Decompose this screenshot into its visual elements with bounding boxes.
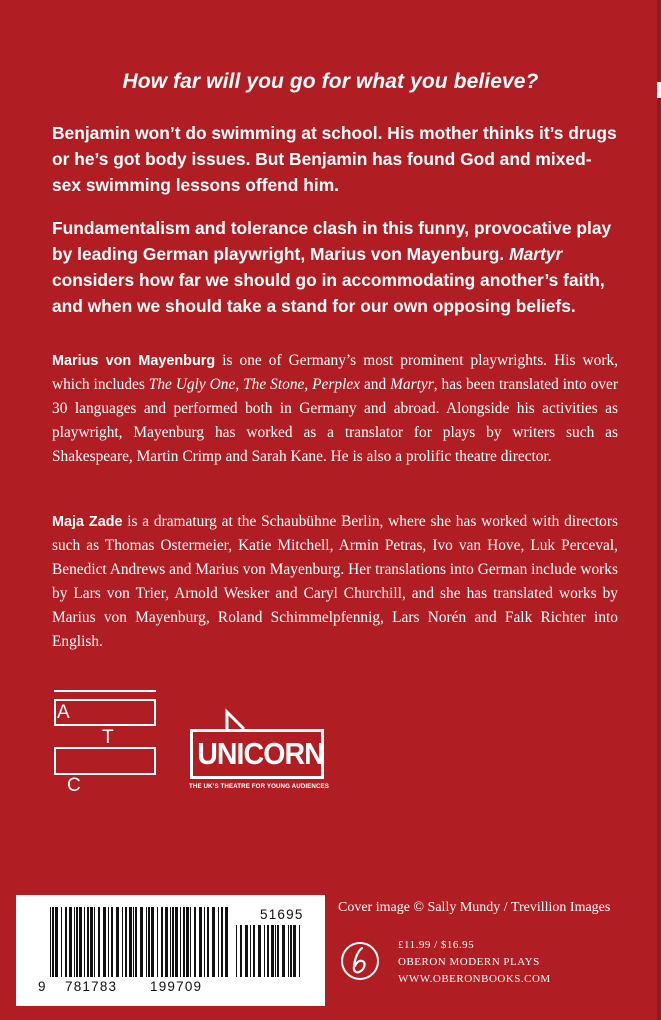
unicorn-subtitle: THE UK’S THEATRE FOR YOUNG AUDIENCES (189, 783, 329, 790)
bio-text: , (235, 376, 244, 393)
publisher-info (398, 937, 551, 988)
cover-edge-strip (657, 0, 661, 1020)
bio-text: , (304, 376, 313, 393)
author-name: Marius von Mayenburg (52, 353, 216, 369)
logo-rule (54, 690, 156, 692)
author-bio (52, 349, 618, 469)
website: WWW.OBERONBOOKS.COM (398, 973, 551, 985)
bio-text: is one of Germany’s most prominent playwrights. His work, which includes (52, 352, 618, 393)
barcode-prefix: 9 (38, 979, 47, 994)
blurb-text: considers how far we should go in accommodating another’s faith, and when we should take a stand for our own opposing beliefs. (52, 270, 605, 316)
bio-text: , has been translated into over 30 languages and performed both in Germany and abroad. Alongside his activities as playwright, Mayenburg has worked as a translator for plays by writers such as Shakespeare, Martin Crimp and Sarah Kane. He is also a prolific theatre director. (52, 376, 618, 465)
series-name: OBERON MODERN PLAYS (398, 956, 540, 968)
cover-credit: Cover image © Sally Mundy / Trevillion Images (338, 900, 611, 915)
work-title: The Stone (243, 376, 305, 393)
oberon-logo-icon (340, 941, 380, 981)
atc-letter-t: T (102, 727, 114, 748)
translator-bio (52, 510, 618, 654)
barcode-panel (16, 895, 325, 1006)
translator-name: Maja Zade (52, 514, 123, 530)
blurb-paragraph (52, 215, 618, 319)
bio-text: and (360, 376, 391, 393)
logo-box (54, 747, 156, 775)
atc-letter-c: C (67, 775, 81, 796)
tagline: How far will you go for what you believe? (122, 70, 539, 93)
barcode-addon: 51695 (260, 907, 304, 922)
unicorn-wordmark: UNICORN (197, 736, 324, 771)
barcode-group-2: 199709 (150, 979, 203, 994)
blurb-paragraph: Benjamin won’t do swimming at school. His mother thinks it’s drugs or he’s got body issues. But Benjamin has found God and mixed-sex swimming lessons offend him. (52, 123, 617, 195)
play-title: Martyr (509, 244, 563, 264)
work-title: Martyr (390, 376, 434, 393)
atc-letter-a: A (57, 702, 70, 723)
price: £11.99 / $16.95 (398, 939, 475, 951)
bio-text: is a dramaturg at the Schaubühne Berlin, where she has worked with directors such as Thomas Ostermeier, Katie Mitchell, Armin Petras, Ivo van Hove, Luk Perceval, Benedict Andrews and Marius von Mayenburg. Her translations into German include works by Lars von Trier, Arnold Wesker and Caryl Churchill, and she has translated works by Marius von Mayenburg, Roland Schimmelpfennig, Lars Norén and Falk Richter into English. (52, 513, 618, 650)
unicorn-logo (189, 706, 339, 796)
blurb-text: Fundamentalism and tolerance clash in this funny, provocative play by leading German playwright, Marius von Mayenburg. (52, 218, 612, 264)
barcode-group-1: 781783 (65, 979, 118, 994)
work-title: Perplex (312, 376, 361, 393)
atc-logo (54, 690, 158, 800)
work-title: The Ugly One (148, 376, 236, 393)
